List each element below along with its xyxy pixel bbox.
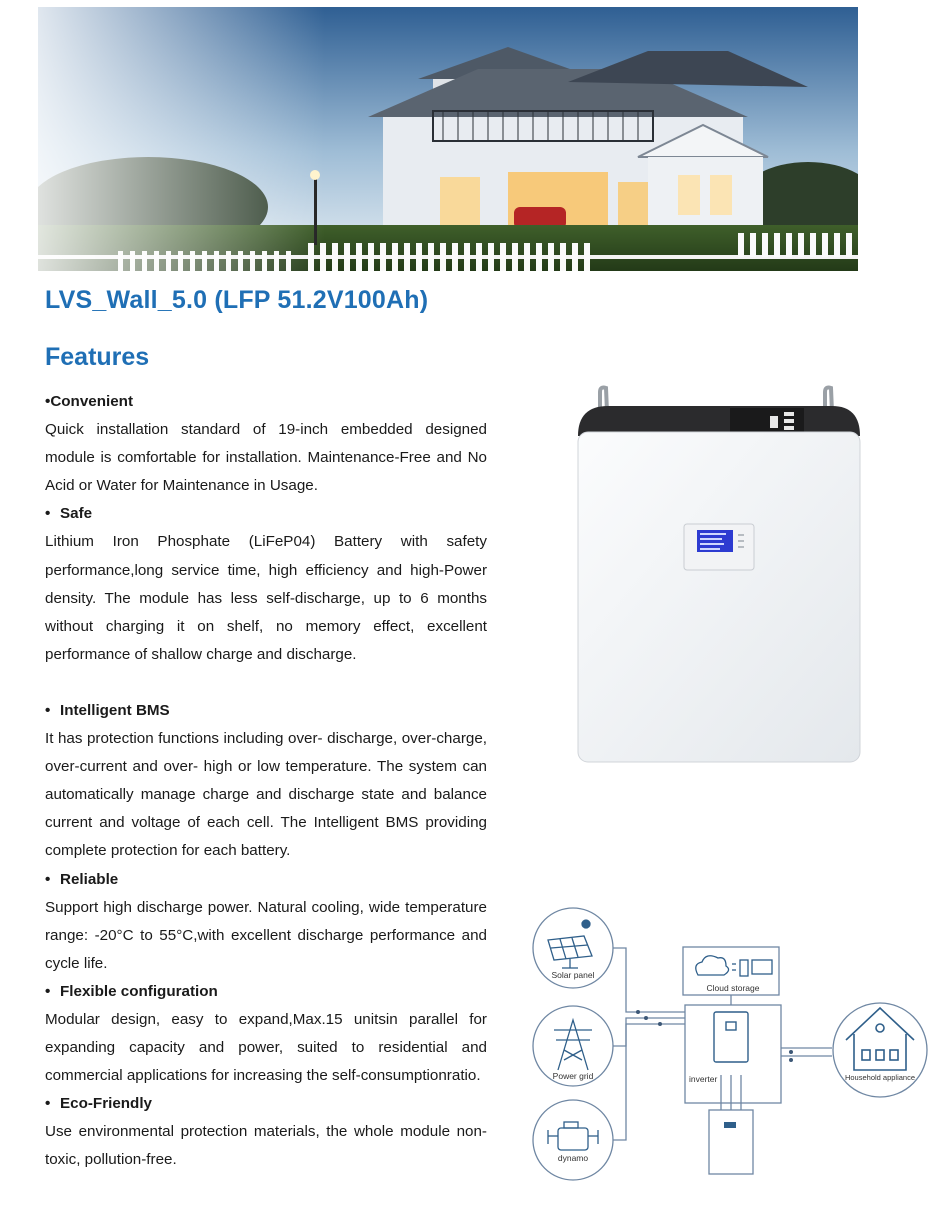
feature-heading-label: Intelligent BMS — [60, 701, 170, 719]
feature-heading-label: Eco-Friendly — [60, 1095, 152, 1113]
house-photo-image — [38, 7, 858, 271]
feature-heading-label: Safe — [60, 505, 93, 523]
feature-heading — [45, 866, 487, 894]
house-icon — [846, 1008, 914, 1070]
dynamo-circle — [533, 1100, 613, 1180]
feature-description: Lithium Iron Phosphate (LiFeP04) Battery with safety performance,long service time, high efficiency and high-Power density. The module has less self-discharge, up to 6 months without charging it on shelf, no memory effect, excellent performance of shallow charge and discharge. — [45, 533, 487, 663]
cloud-storage-icon — [696, 956, 772, 976]
feature-heading — [45, 697, 487, 725]
bullet-icon: • — [45, 1095, 51, 1113]
engine-icon — [548, 1122, 598, 1150]
wall-battery-icon — [570, 384, 866, 770]
bullet-icon: • — [45, 870, 51, 888]
hero-house-photo — [38, 7, 858, 271]
battery-product-image — [570, 384, 866, 770]
battery-indicator — [724, 1122, 736, 1128]
cloud-storage-label: Cloud storage — [706, 983, 760, 993]
power-grid-label: Power grid — [552, 1071, 594, 1081]
feature-description: It has protection functions including over- discharge, over-charge, over-current and over- high or low temperature. The system can automatically manage charge and discharge state and balance current and voltage of each cell. The Intelligent BMS providing complete protection for each battery. — [45, 730, 487, 860]
features-list — [45, 388, 487, 1175]
spacer — [45, 669, 487, 697]
inverter-icon — [714, 1012, 748, 1062]
dynamo-label: dynamo — [557, 1153, 589, 1163]
feature-heading — [45, 978, 487, 1006]
system-diagram — [526, 900, 936, 1192]
product-title: LVS_Wall_5.0 (LFP 51.2V100Ah) — [45, 286, 429, 314]
feature-heading: •Convenient — [45, 393, 134, 410]
feature-description: Modular design, easy to expand,Max.15 unitsin parallel for expanding capacity and power, suited to residential and commercial applications for increasing the self-consumptionratio. — [45, 1010, 487, 1085]
features-heading: Features — [45, 343, 150, 371]
solar-panel-label: Solar panel — [551, 970, 595, 980]
bullet-icon: • — [45, 982, 51, 1000]
bullet-icon: • — [45, 701, 51, 719]
feature-heading-label: Flexible configuration — [60, 982, 218, 1000]
bullet-icon: • — [45, 505, 51, 523]
feature-description: Quick installation standard of 19-inch embedded designed module is comfortable for installation. Maintenance-Free and No Acid or Water for Maintenance in Usage. — [45, 421, 487, 495]
feature-description: Use environmental protection materials, the whole module non-toxic, pollution-free. — [45, 1123, 487, 1169]
feature-heading — [45, 1090, 487, 1118]
power-tower-icon — [554, 1020, 592, 1070]
feature-heading-label: Reliable — [60, 870, 119, 888]
feature-heading — [45, 500, 487, 528]
solar-panel-icon — [548, 920, 592, 968]
household-label: Household appliance — [844, 1073, 916, 1082]
inverter-label: inverter — [689, 1074, 718, 1084]
feature-description: Support high discharge power. Natural cooling, wide temperature range: -20°C to 55°C,with excellent discharge performance and cycle life. — [45, 898, 487, 972]
